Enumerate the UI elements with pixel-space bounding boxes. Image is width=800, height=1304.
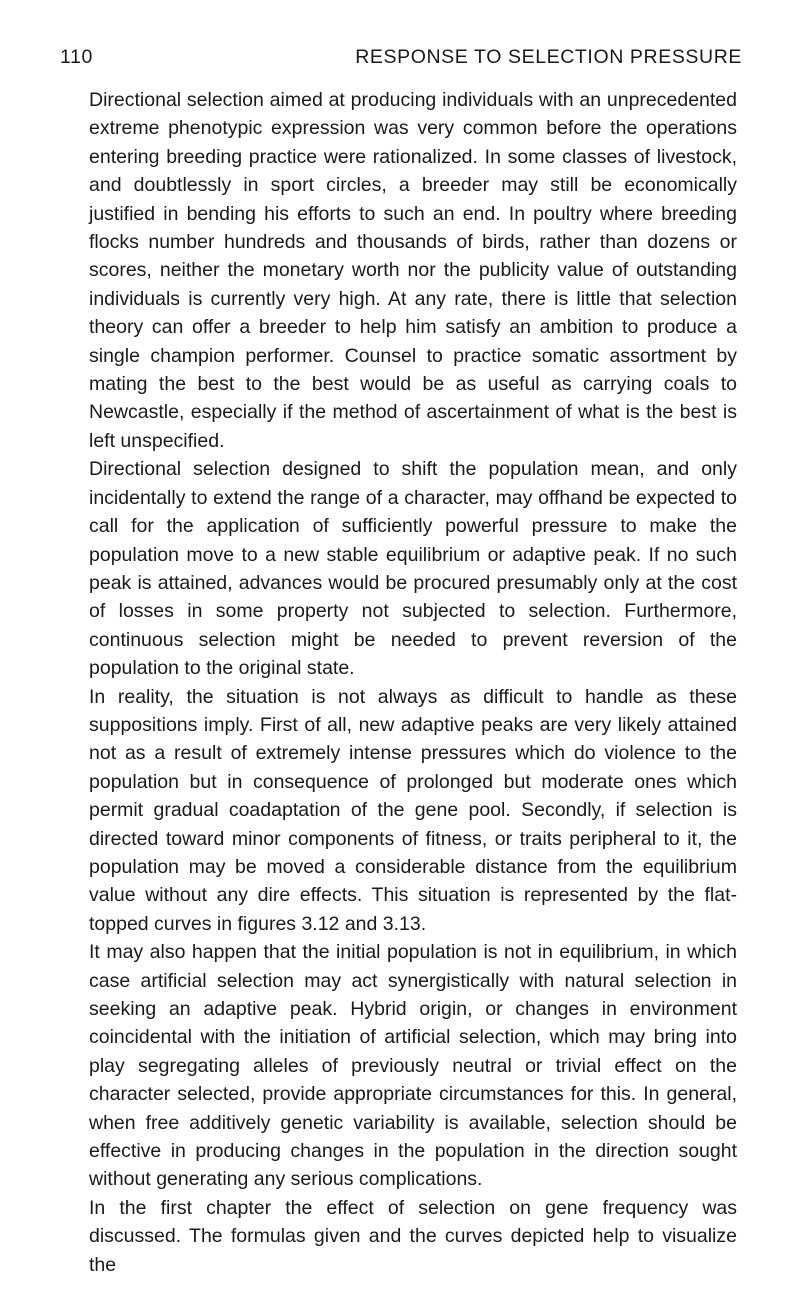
paragraph-4: It may also happen that the initial population is not in equilibrium, in which case artificial selection may act synergistically with natural selection in seeking an adaptive peak. Hybrid origin, or changes in environment coincidental with the initiation of artificial selection, which may bring into play segregating alleles of previously neutral or trivial effect on the character selected, provide appropriate circumstances for this. In general, when free additively genetic variability is available, selection should be effective in producing changes in the population in the direction sought without generating any serious complications. — [89, 941, 737, 1191]
running-head — [60, 46, 742, 74]
paragraph-1: Directional selection aimed at producing individuals with an unprecedented extreme phenotypic expression was very common before the operations entering breeding practice were rationalized. In some classes of livestock, and doubtlessly in sport circles, a breeder may still be economically justified in bending his efforts to such an end. In poultry where breeding flocks number hundreds and thousands of birds, rather than dozens or scores, neither the monetary worth nor the publicity value of outstanding individuals is currently very high. At any rate, there is little that selection theory can offer a breeder to help him satisfy an ambition to produce a single champion performer. Counsel to practice somatic assortment by mating the best to the best would be as useful as carrying coals to Newcastle, especially if the method of ascertainment of what is the best is left unspecified. — [89, 89, 737, 452]
paragraph-2: Directional selection designed to shift the population mean, and only incidentally to extend the range of a character, may offhand be expected to call for the application of sufficiently powerful pressure to make the population move to a new stable equilibrium or adaptive peak. If no such peak is attained, advances would be procured presumably only at the cost of losses in some property not subjected to selection. Furthermore, continuous selection might be needed to prevent reversion of the population to the original state. — [89, 458, 737, 680]
body-text — [89, 86, 737, 1279]
paragraph-3: In reality, the situation is not always as difficult to handle as these suppositions imply. First of all, new adaptive peaks are very likely attained not as a result of extremely intense pressures which do violence to the population but in consequence of prolonged but moderate ones which permit gradual coadaptation of the gene pool. Secondly, if selection is directed toward minor components of fitness, or traits peripheral to it, the population may be moved a considerable distance from the equilibrium value without any dire effects. This situation is represented by the flat-topped curves in figures 3.12 and 3.13. — [89, 685, 737, 935]
paragraph-5: In the first chapter the effect of selection on gene frequency was discussed. The formulas given and the curves depicted help to visualize the — [89, 1196, 737, 1276]
page-number: 110 — [60, 46, 93, 68]
running-title: RESPONSE TO SELECTION PRESSURE — [355, 46, 742, 68]
